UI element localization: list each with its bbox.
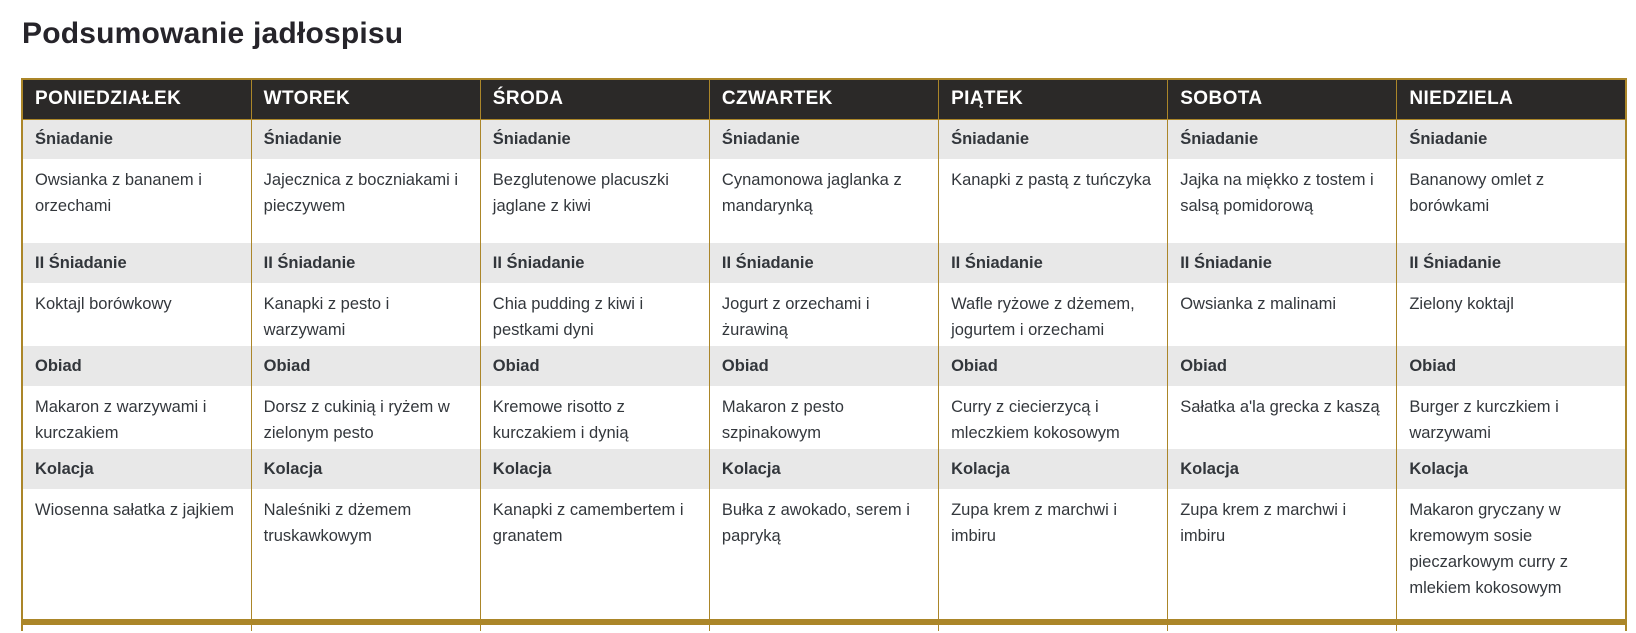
menu-summary-table — [21, 78, 1627, 619]
day-header-sunday: NIEDZIELA — [1397, 79, 1626, 119]
meal-cell: Jogurt z orzechami i żurawiną — [709, 283, 938, 346]
meal-type-cell: II Śniadanie — [1397, 243, 1626, 283]
meal-cell: Jajecznica z boczniakami i pieczywem — [251, 159, 480, 243]
meal-type-cell: Kolacja — [480, 449, 709, 489]
meal-type-cell: Śniadanie — [709, 119, 938, 159]
meal-cell: Bezglutenowe placuszki jaglane z kiwi — [480, 159, 709, 243]
meal-type-cell: Kolacja — [22, 449, 251, 489]
meal-cell: Jajka na miękko z tostem i salsą pomidorową — [1168, 159, 1397, 243]
meal-cell: Sałatka a'la grecka z kaszą — [1168, 386, 1397, 449]
meal-type-cell: Śniadanie — [251, 119, 480, 159]
meal-type-cell: Obiad — [939, 346, 1168, 386]
dinner-meals-row — [22, 489, 1626, 619]
stub-cell — [710, 625, 939, 631]
meal-type-cell: II Śniadanie — [480, 243, 709, 283]
meal-type-cell: Obiad — [480, 346, 709, 386]
meal-type-cell: II Śniadanie — [939, 243, 1168, 283]
second-breakfast-meals-row — [22, 283, 1626, 346]
breakfast-label-row — [22, 119, 1626, 159]
meal-type-cell: Śniadanie — [1397, 119, 1626, 159]
meal-cell: Makaron z pesto szpinakowym — [709, 386, 938, 449]
meal-cell: Dorsz z cukinią i ryżem w zielonym pesto — [251, 386, 480, 449]
meal-cell: Bananowy omlet z borówkami — [1397, 159, 1626, 243]
meal-type-cell: Kolacja — [1168, 449, 1397, 489]
stub-cell — [1397, 625, 1625, 631]
meal-type-cell: II Śniadanie — [1168, 243, 1397, 283]
day-header-saturday: SOBOTA — [1168, 79, 1397, 119]
meal-cell: Zupa krem z marchwi i imbiru — [939, 489, 1168, 619]
meal-type-cell: Obiad — [1397, 346, 1626, 386]
meal-cell: Kanapki z pastą z tuńczyka — [939, 159, 1168, 243]
next-section-clipped-row — [21, 625, 1627, 631]
meal-type-cell: Kolacja — [251, 449, 480, 489]
meal-cell: Makaron gryczany w kremowym sosie pieczarkowym curry z mlekiem kokosowym — [1397, 489, 1626, 619]
meal-cell: Cynamonowa jaglanka z mandarynką — [709, 159, 938, 243]
meal-type-cell: II Śniadanie — [22, 243, 251, 283]
meal-cell: Owsianka z malinami — [1168, 283, 1397, 346]
day-header-friday: PIĄTEK — [939, 79, 1168, 119]
meal-type-cell: Kolacja — [709, 449, 938, 489]
stub-cell — [481, 625, 710, 631]
meal-type-cell: Kolacja — [939, 449, 1168, 489]
meal-type-cell: Obiad — [709, 346, 938, 386]
page-title: Podsumowanie jadłospisu — [22, 17, 404, 50]
stub-cell — [23, 625, 252, 631]
lunch-label-row — [22, 346, 1626, 386]
meal-cell: Naleśniki z dżemem truskawkowym — [251, 489, 480, 619]
breakfast-meals-row — [22, 159, 1626, 243]
meal-cell: Burger z kurczkiem i warzywami — [1397, 386, 1626, 449]
meal-type-cell: Śniadanie — [22, 119, 251, 159]
meal-type-cell: Obiad — [251, 346, 480, 386]
meal-cell: Kremowe risotto z kurczakiem i dynią — [480, 386, 709, 449]
meal-type-cell: Śniadanie — [939, 119, 1168, 159]
meal-cell: Chia pudding z kiwi i pestkami dyni — [480, 283, 709, 346]
second-breakfast-label-row — [22, 243, 1626, 283]
dinner-label-row — [22, 449, 1626, 489]
meal-cell: Kanapki z camembertem i granatem — [480, 489, 709, 619]
meal-cell: Wafle ryżowe z dżemem, jogurtem i orzechami — [939, 283, 1168, 346]
meal-cell: Kanapki z pesto i warzywami — [251, 283, 480, 346]
stub-cell — [252, 625, 481, 631]
stub-cell — [1168, 625, 1397, 631]
meal-type-cell: II Śniadanie — [251, 243, 480, 283]
meal-cell: Zupa krem z marchwi i imbiru — [1168, 489, 1397, 619]
meal-type-cell: Kolacja — [1397, 449, 1626, 489]
meal-cell: Curry z ciecierzycą i mleczkiem kokosowym — [939, 386, 1168, 449]
day-header-tuesday: WTOREK — [251, 79, 480, 119]
meal-cell: Zielony koktajl — [1397, 283, 1626, 346]
meal-type-cell: Śniadanie — [1168, 119, 1397, 159]
day-header-monday: PONIEDZIAŁEK — [22, 79, 251, 119]
meal-type-cell: II Śniadanie — [709, 243, 938, 283]
day-header-row — [22, 79, 1626, 119]
meal-type-cell: Obiad — [22, 346, 251, 386]
meal-cell: Makaron z warzywami i kurczakiem — [22, 386, 251, 449]
meal-cell: Wiosenna sałatka z jajkiem — [22, 489, 251, 619]
meal-cell: Owsianka z bananem i orzechami — [22, 159, 251, 243]
meal-type-cell: Śniadanie — [480, 119, 709, 159]
meal-type-cell: Obiad — [1168, 346, 1397, 386]
stub-cell — [939, 625, 1168, 631]
lunch-meals-row — [22, 386, 1626, 449]
meal-cell: Koktajl borówkowy — [22, 283, 251, 346]
day-header-thursday: CZWARTEK — [709, 79, 938, 119]
day-header-wednesday: ŚRODA — [480, 79, 709, 119]
meal-cell: Bułka z awokado, serem i papryką — [709, 489, 938, 619]
